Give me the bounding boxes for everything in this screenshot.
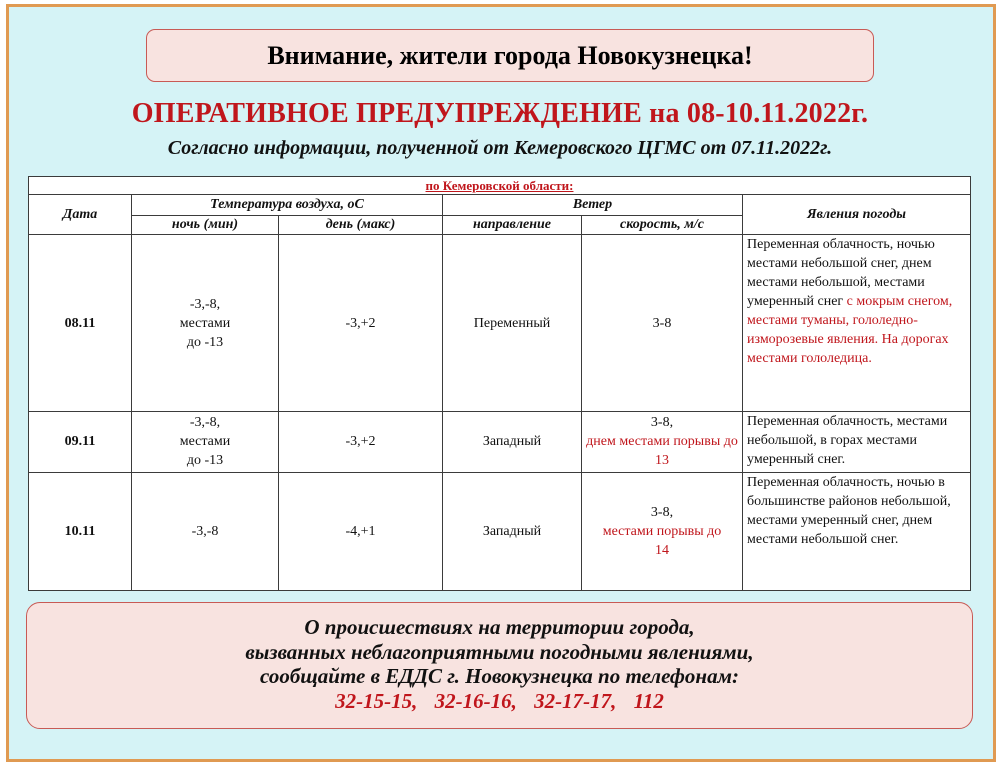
wind-direction-cell: Западный [443, 411, 582, 472]
report-notice [26, 602, 973, 729]
table-row [29, 411, 971, 472]
day-subheader: день (макс) [279, 216, 443, 235]
phenomena-cell: Переменная облачность, местами небольшой, в горах местами умеренный снег. [743, 411, 971, 472]
wind-direction-cell: Западный [443, 473, 582, 591]
attention-header: Внимание, жители города Новокузнецка! [146, 29, 874, 82]
phone-number[interactable]: 32-15-15, [335, 688, 418, 713]
region-label: по Кемеровской области: [29, 177, 971, 195]
notice-line-2: вызванных неблагоприятными погодными явлениями, [245, 639, 754, 664]
date-cell: 09.11 [29, 411, 132, 472]
source-subtitle: Согласно информации, полученной от Кемеровского ЦГМС от 07.11.2022г. [167, 137, 833, 159]
date-cell: 08.11 [29, 235, 132, 411]
temperature-column-header: Температура воздуха, оС [132, 195, 443, 216]
date-column-header: Дата [29, 195, 132, 235]
notice-line-1: О происшествиях на территории города, [304, 615, 695, 639]
phenomena-cell: Переменная облачность, ночью местами небольшой снег, днем местами небольшой, местами умеренный снег с мокрым снегом, местами туманы, гололедно-изморозевые явления. На дорогах местами гололедица. [743, 235, 971, 411]
direction-subheader: направление [443, 216, 582, 235]
night-temp-cell: -3,-8, местами до -13 [132, 235, 279, 411]
wind-column-header: Ветер [443, 195, 743, 216]
phone-number[interactable]: 32-16-16, [434, 688, 517, 713]
date-cell: 10.11 [29, 473, 132, 591]
day-temp-cell: -4,+1 [279, 473, 443, 591]
day-temp-cell: -3,+2 [279, 411, 443, 472]
night-temp-cell: -3,-8, местами до -13 [132, 411, 279, 472]
wind-speed-cell: 3-8, днем местами порывы до 13 [582, 411, 743, 472]
weather-table [28, 176, 971, 591]
wind-speed-cell: 3-8 [582, 235, 743, 411]
phenomena-column-header: Явления погоды [743, 195, 971, 235]
speed-subheader: скорость, м/с [582, 216, 743, 235]
warning-title: ОПЕРАТИВНОЕ ПРЕДУПРЕЖДЕНИЕ на 08-10.11.2022г. [131, 98, 869, 129]
table-row [29, 473, 971, 591]
night-temp-cell: -3,-8 [132, 473, 279, 591]
phenomena-cell: Переменная облачность, ночью в большинстве районов небольшой, местами умеренный снег, днем местами небольшой снег. [743, 473, 971, 591]
night-subheader: ночь (мин) [132, 216, 279, 235]
table-row [29, 235, 971, 411]
phone-number[interactable]: 32-17-17, [534, 688, 617, 713]
phone-number[interactable]: 112 [633, 688, 664, 713]
day-temp-cell: -3,+2 [279, 235, 443, 411]
wind-speed-cell: 3-8, местами порывы до 14 [582, 473, 743, 591]
phone-numbers [27, 689, 972, 714]
wind-direction-cell: Переменный [443, 235, 582, 411]
notice-line-3: сообщайте в ЕДДС г. Новокузнецка по телефонам: [260, 664, 739, 688]
